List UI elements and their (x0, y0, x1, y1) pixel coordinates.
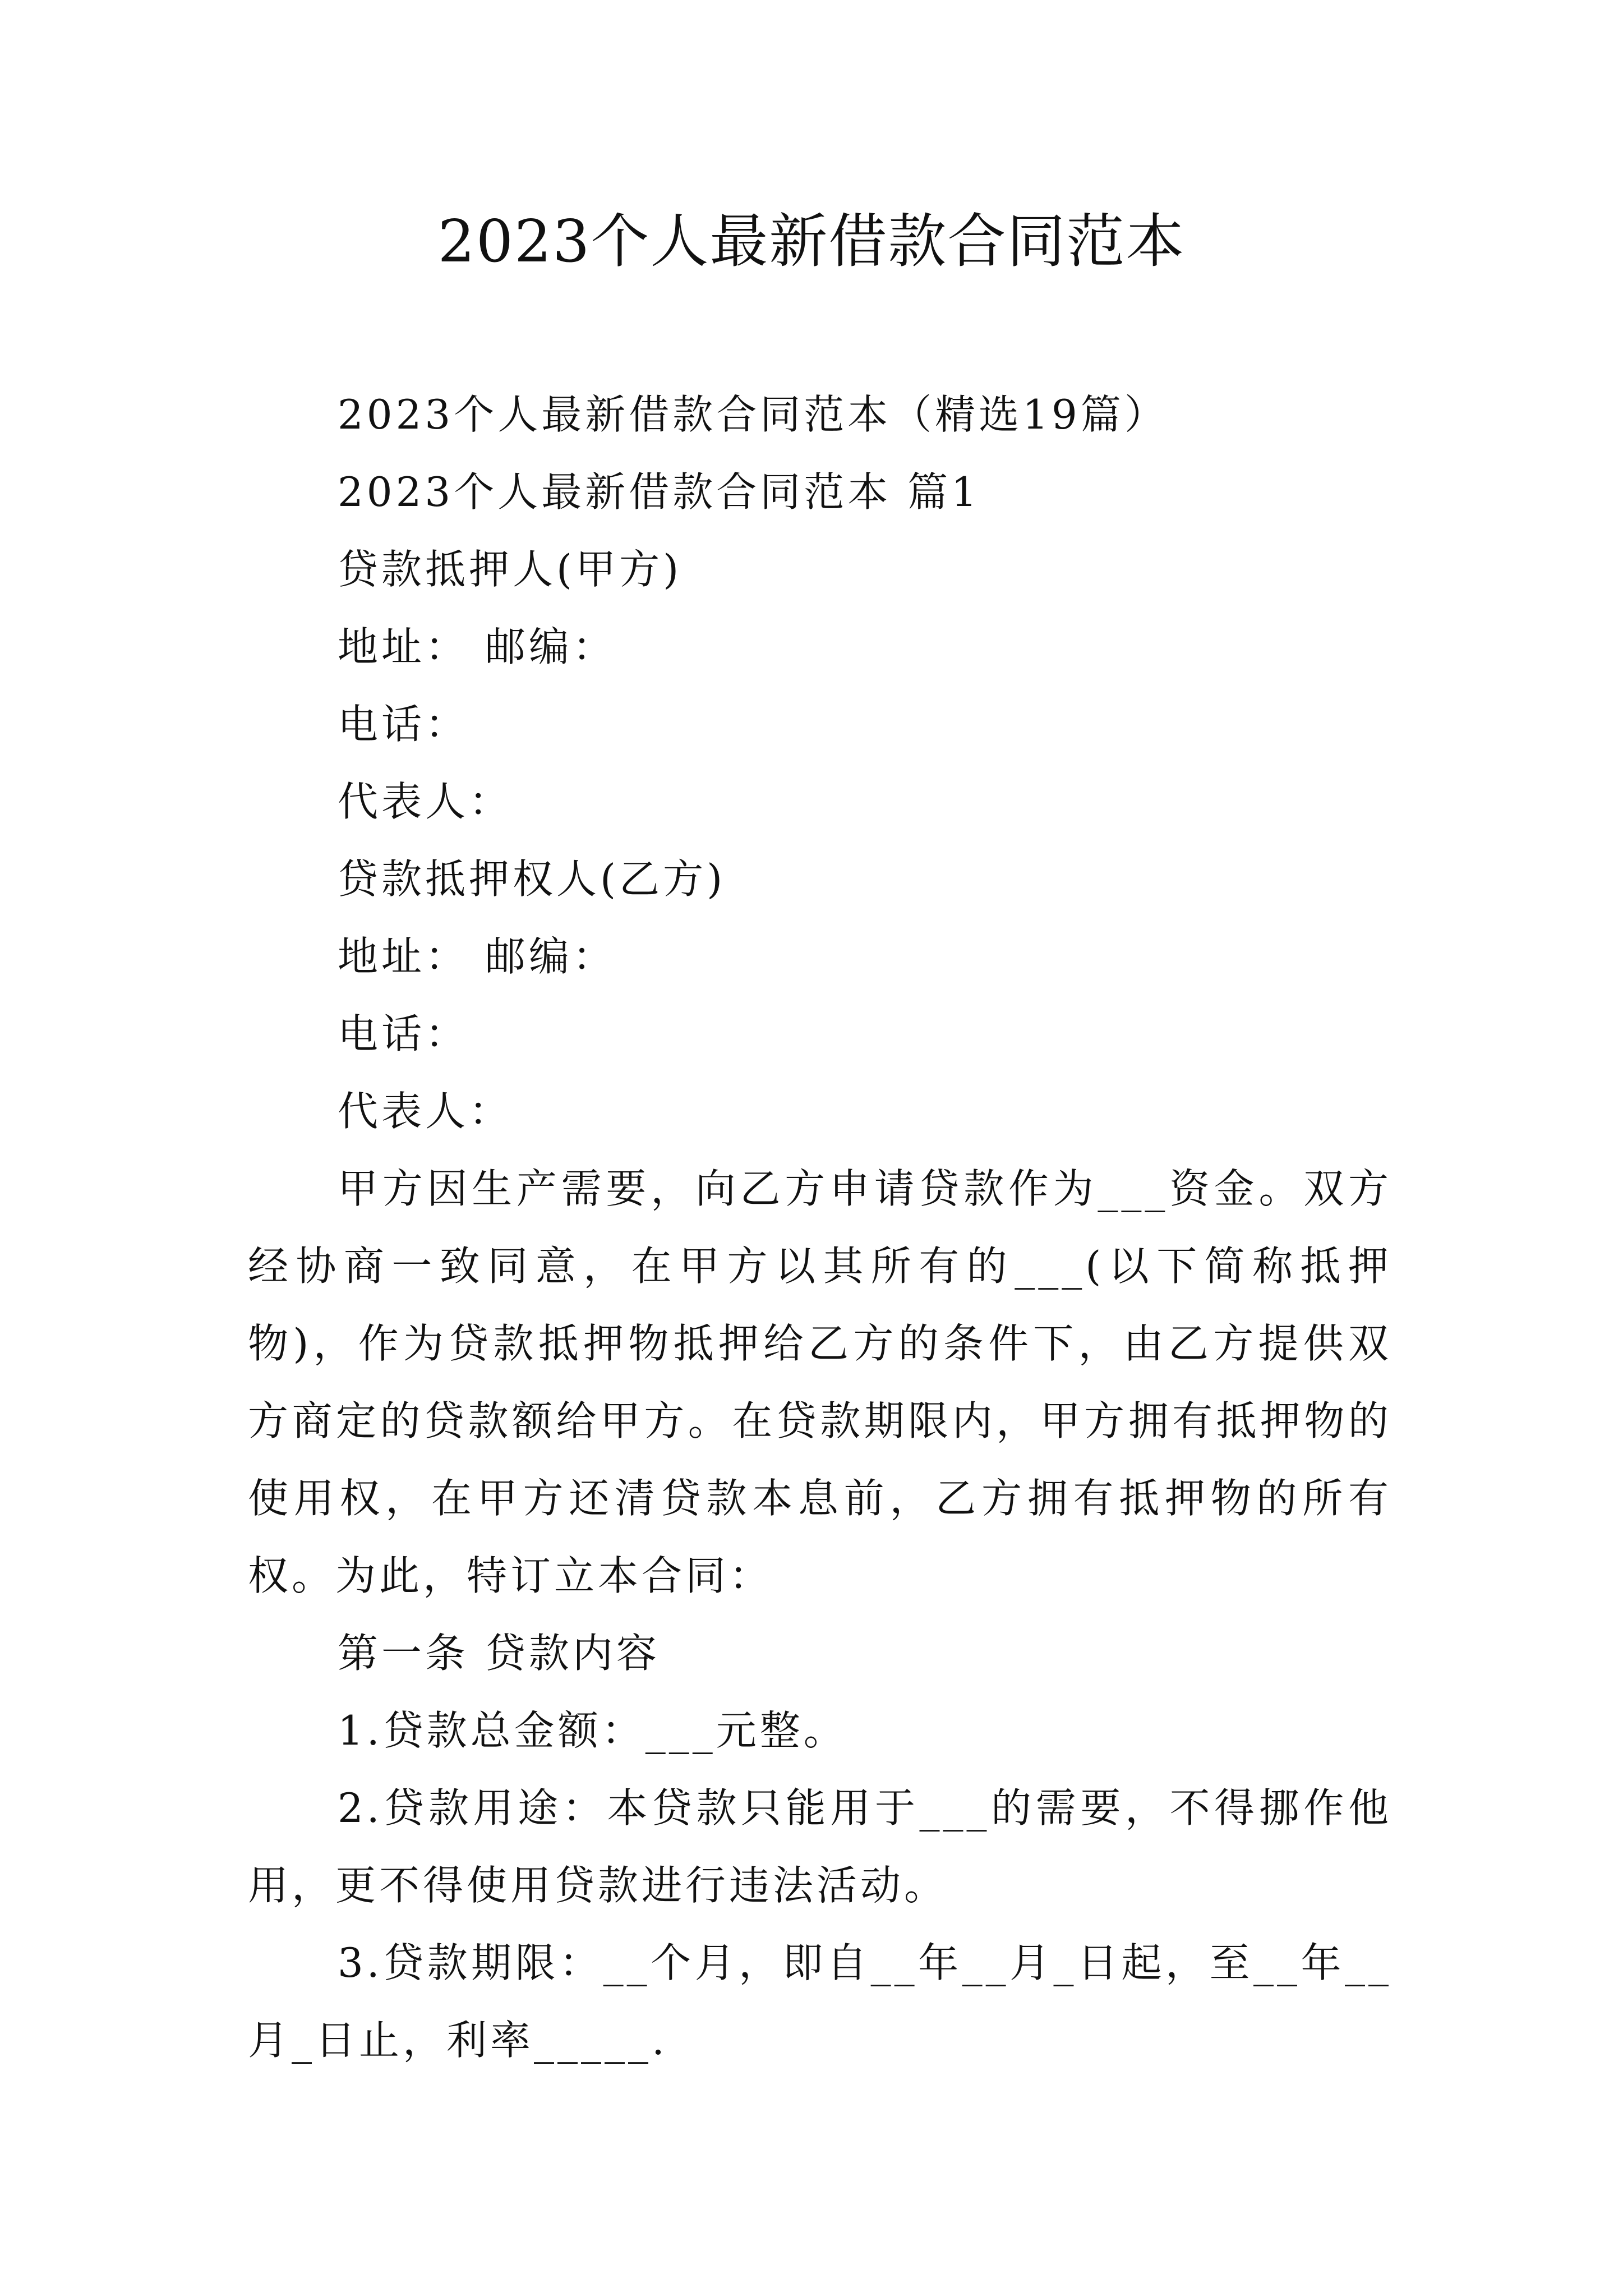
article-1-item-2: 2.贷款用途：本贷款只能用于___的需要，不得挪作他用，更不得使用贷款进行违法活动。 (248, 1784, 1392, 1909)
party-b-representative: 代表人： (338, 1088, 513, 1135)
party-a-label: 贷款抵押人(甲方) (338, 546, 683, 593)
subtitle-line: 2023个人最新借款合同范本（精选19篇） (338, 391, 1168, 438)
party-a-address: 地址： 邮编： (338, 623, 616, 670)
article-1-heading: 第一条 贷款内容 (338, 1630, 660, 1677)
intro-paragraph: 甲方因生产需要，向乙方申请贷款作为___资金。双方经协商一致同意，在甲方以其所有的___(以下简称抵押物)，作为贷款抵押物抵押给乙方的条件下，由乙方提供双方商定的贷款额给甲方。在贷款期限内，甲方拥有抵押物的使用权，在甲方还清贷款本息前，乙方拥有抵押物的所有权。为此，特订立本合同： (248, 1165, 1392, 1599)
document-title: 2023个人最新借款合同范本 (437, 207, 1186, 275)
party-a-phone: 电话： (338, 701, 469, 748)
article-1-item-1: 1.贷款总金额：___元整。 (338, 1707, 847, 1754)
party-b-phone: 电话： (338, 1010, 469, 1057)
party-a-representative: 代表人： (338, 778, 513, 825)
article-1-item-3: 3.贷款期限：__个月，即自__年__月_日起，至__年__月_日止，利率_____. (248, 1939, 1392, 2064)
section-heading: 2023个人最新借款合同范本 篇1 (338, 468, 980, 516)
document-body (248, 376, 1392, 2079)
party-b-label: 贷款抵押权人(乙方) (338, 855, 726, 903)
party-b-address: 地址： 邮编： (338, 933, 616, 980)
